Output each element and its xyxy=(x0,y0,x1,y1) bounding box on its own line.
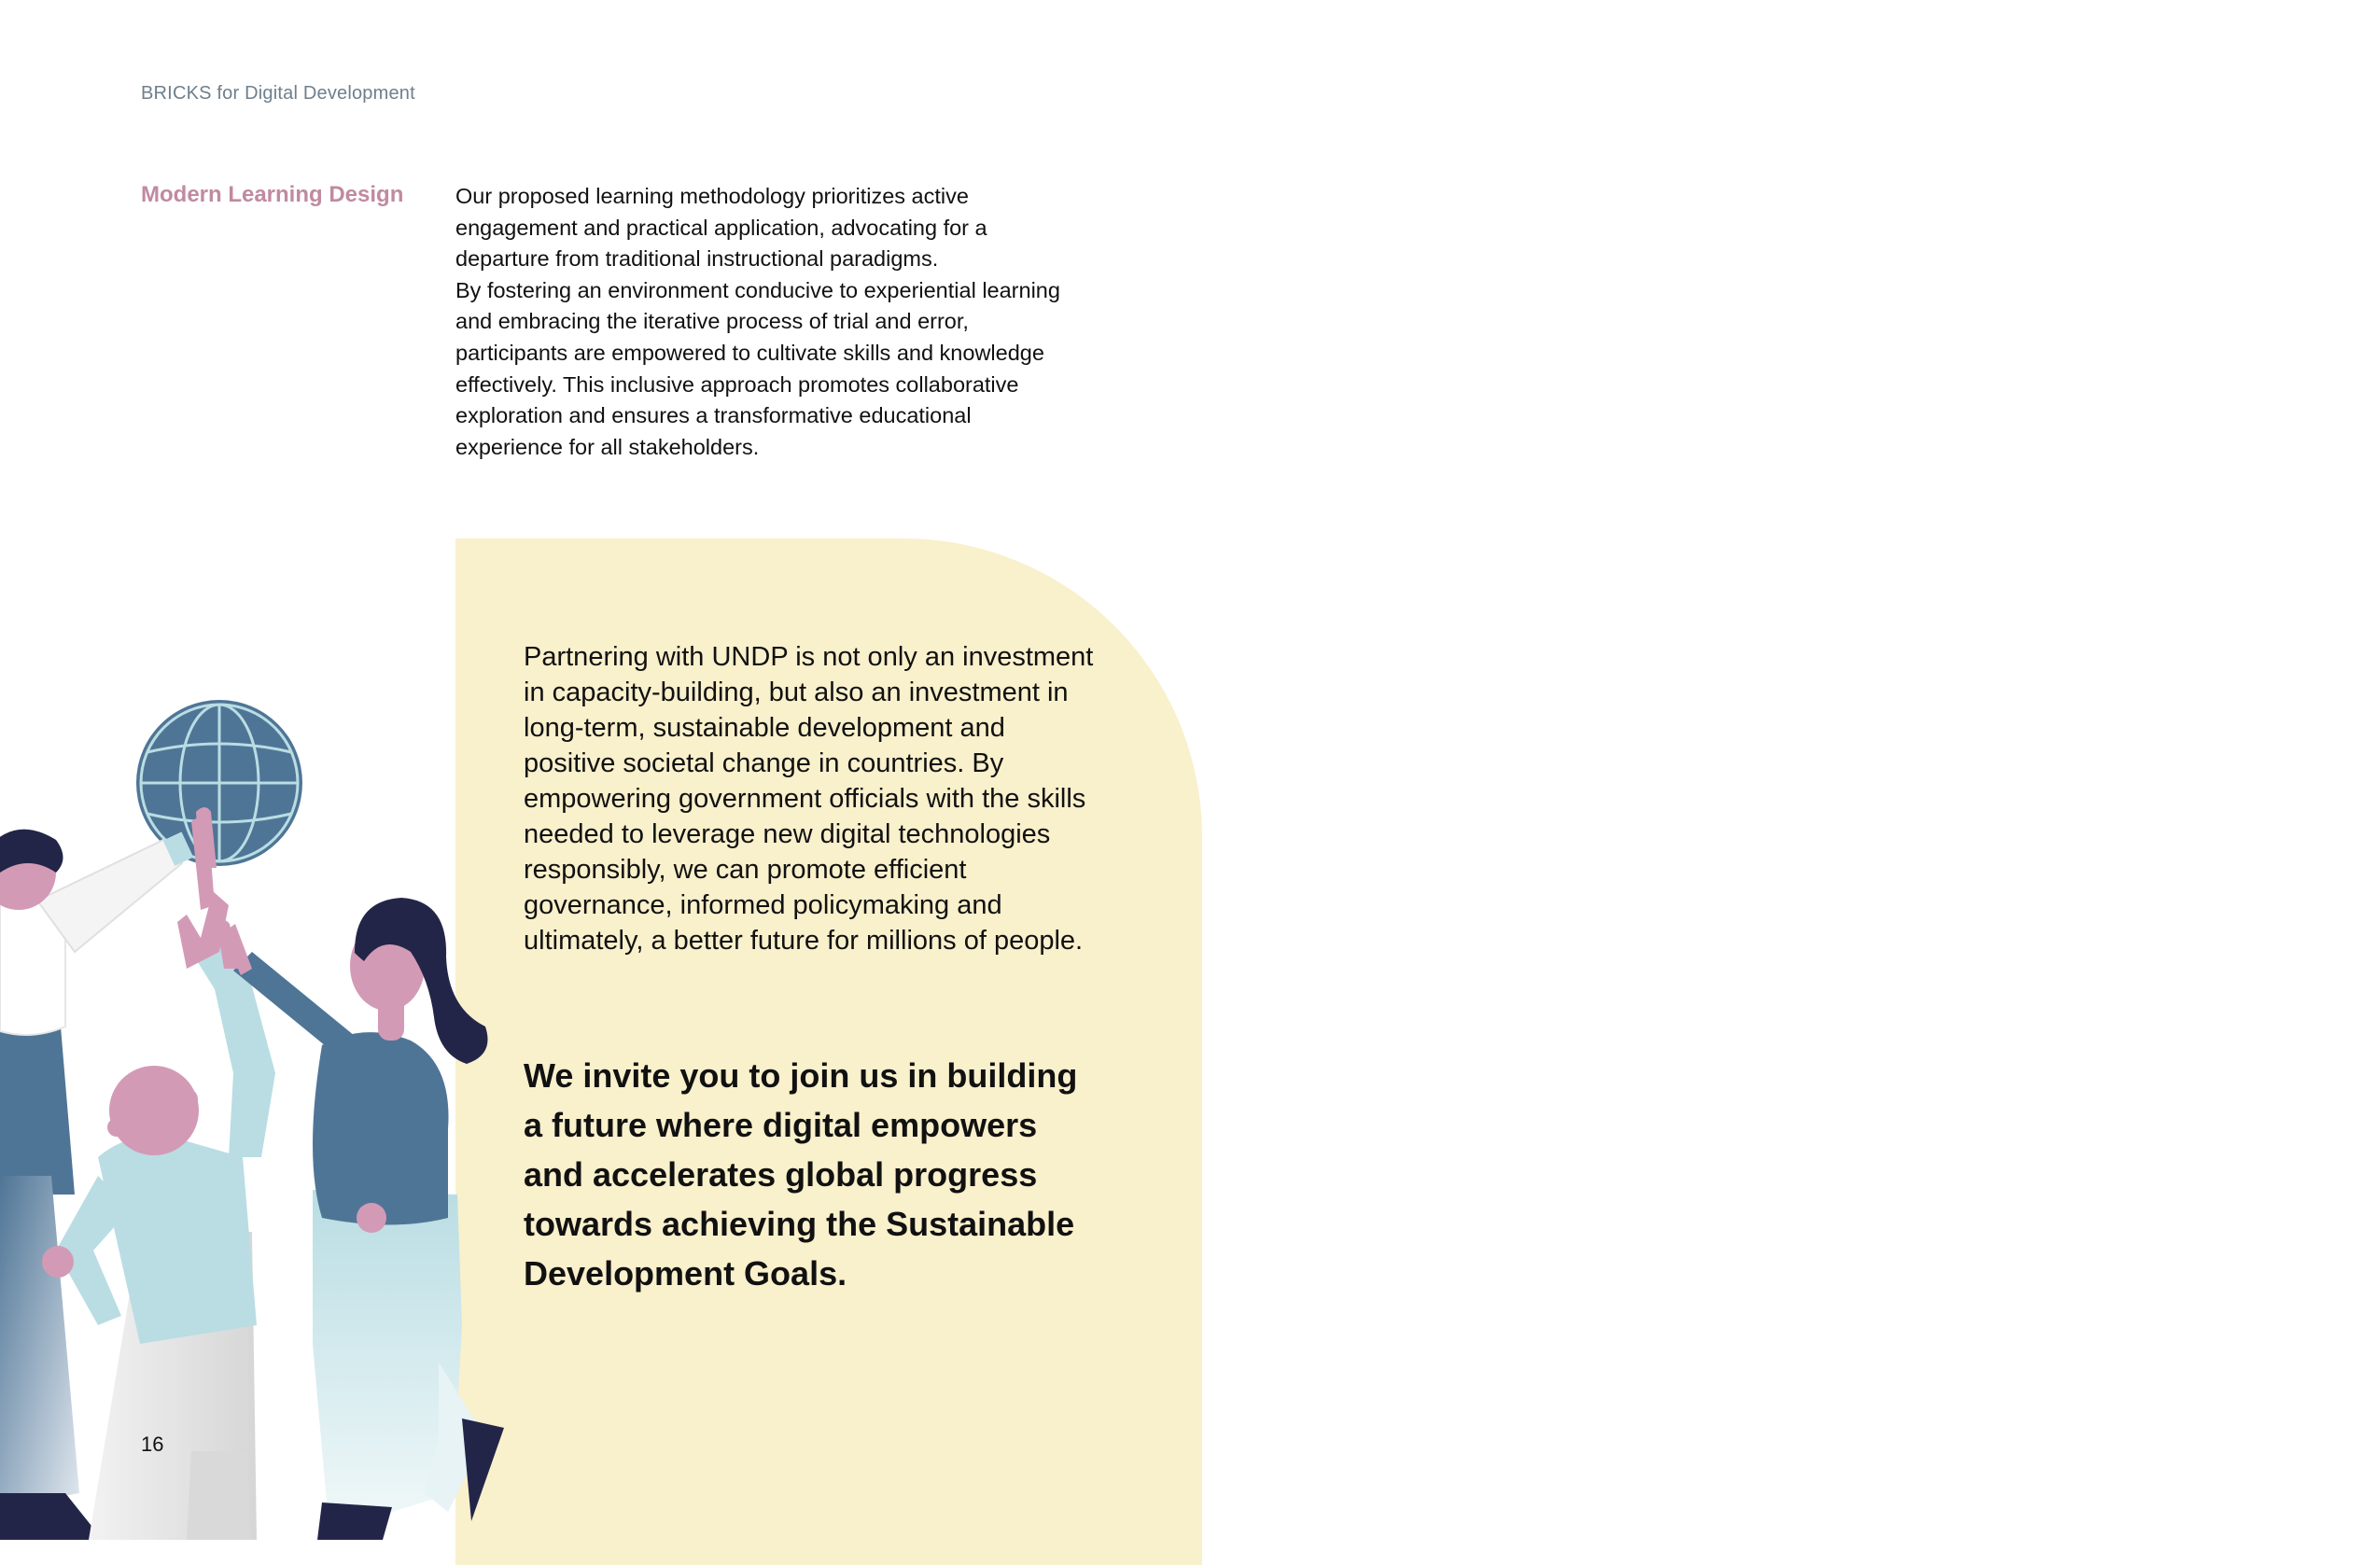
section-label: Modern Learning Design xyxy=(141,182,404,207)
intro-text xyxy=(455,181,1071,463)
callout-cta: We invite you to join us in building a future where digital empowers and accelerates global progress towards achieving the Sustainable Development Goals. xyxy=(524,1056,1078,1293)
page-number: 16 xyxy=(141,1432,164,1456)
people-high-five-illustration xyxy=(0,672,523,1540)
callout-body: Partnering with UNDP is not only an investment in capacity-building, but also an investment in long-term, sustainable development and positive societal change in countries. By empowering government officials with the skills needed to leverage new digital technologies responsibly, we can promote efficient governance, informed policymaking and ultimately, a better future for millions of people. xyxy=(524,642,1094,956)
running-header: BRICKS for Digital Development xyxy=(141,83,415,104)
woman-person xyxy=(217,898,504,1540)
intro-paragraph-1: Our proposed learning methodology prioritizes active engagement and practical application, advocating for a departure from traditional instructional paradigms. xyxy=(455,184,987,272)
intro-paragraph-2: By fostering an environment conducive to experiential learning and embracing the iterative process of trial and error, participants are empowered to cultivate skills and knowledge effectively. This inclusive approach promotes collaborative exploration and ensures a transformative educational experience for all stakeholders. xyxy=(455,277,1060,459)
